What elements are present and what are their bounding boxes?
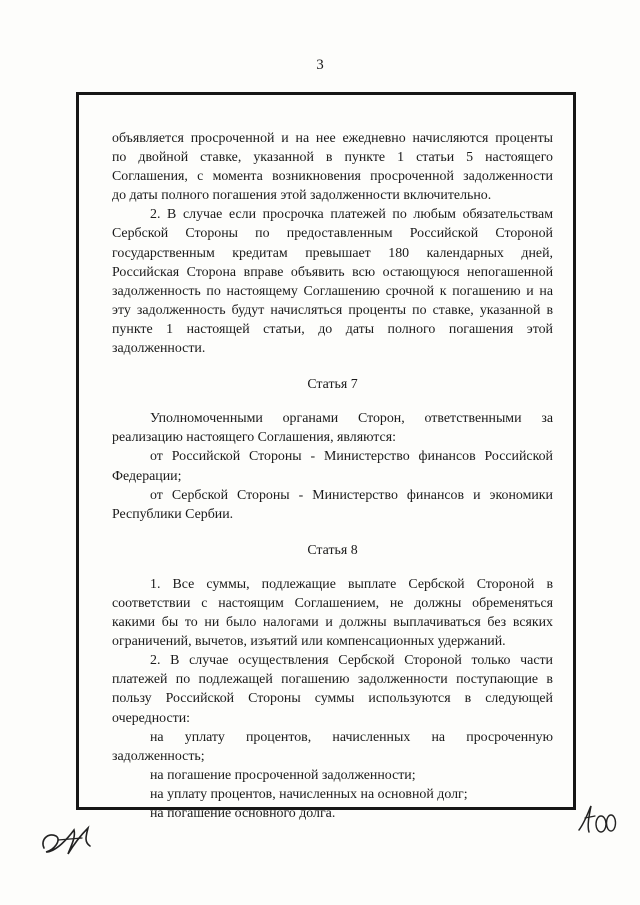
paragraph-line: очередности:	[112, 710, 190, 726]
paragraph-line: Федерации;	[112, 468, 182, 484]
paragraph-line: 1. Все суммы, подлежащие выплате Сербской Стороной в	[150, 576, 553, 592]
paragraph-line: до даты полного погашения этой задолженности включительно.	[112, 188, 492, 204]
paragraph-line: Уполномоченными органами Сторон, ответственными за	[150, 411, 553, 427]
article-7-heading: Статья 7	[307, 377, 358, 393]
article-8-heading: Статья 8	[307, 542, 358, 558]
document-frame	[76, 92, 576, 821]
paragraph-line: ограничений, вычетов, изъятий или компенсационных удержаний.	[112, 634, 506, 650]
paragraph-line: объявляется просроченной и на нее ежедневно начисляются проценты	[112, 131, 553, 146]
paragraph-line: от Сербской Стороны - Министерство финансов и экономики	[150, 487, 553, 503]
list-item: на погашение просроченной задолженности;	[150, 767, 416, 783]
paragraph-line: задолженности.	[112, 341, 206, 357]
paragraph-line: государственным кредитам превышает 180 календарных дней,	[112, 245, 553, 261]
paragraph-line: платежей по подлежащей погашению задолженности поступающие в	[112, 672, 553, 688]
paragraph-line: Республики Сербии.	[112, 506, 234, 522]
initials-signature-right	[575, 800, 619, 840]
paragraph-line: на уплату процентов, начисленных на просроченную	[150, 729, 553, 745]
paragraph-line: Российская Сторона вправе объявить всю остающуюся непогашенной	[112, 264, 553, 280]
paragraph-line: Соглашения, с момента возникновения просроченной задолженности	[112, 169, 553, 185]
paragraph-line: задолженность по настоящему Соглашению срочной к погашению и на	[112, 283, 553, 299]
paragraph-line: эту задолженность будут начисляться проценты по ставке, указанной в	[112, 302, 553, 318]
paragraph-line: пункте 1 настоящей статьи, до даты полного погашения этой	[112, 321, 553, 337]
page-number: 3	[316, 57, 324, 73]
paragraph-line: какими бы то ни было налогами и должны выплачиваться без всяких	[112, 615, 553, 631]
payment-order-list	[112, 766, 553, 823]
paragraph-line: реализацию настоящего Соглашения, являются:	[112, 430, 396, 446]
paragraph-line: от Российской Стороны - Министерство финансов Российской	[150, 449, 553, 465]
paragraph-line: задолженность;	[112, 748, 205, 764]
paragraph-line: 2. В случае осуществления Сербской Стороной только части	[150, 653, 553, 669]
paragraph-line: по двойной ставке, указанной в пункте 1 статьи 5 настоящего	[112, 150, 553, 166]
paragraph-line: Сербской Стороны по предоставленным Российской Стороной	[112, 226, 553, 242]
paragraph-line: пользу Российской Стороны суммы используются в следующей	[112, 691, 553, 707]
initials-signature-left	[38, 818, 96, 858]
list-item: на уплату процентов, начисленных на основной долг;	[150, 786, 468, 802]
paragraph-line: соответствии с настоящим Соглашением, не должны обременяться	[112, 595, 553, 611]
paragraph-line: 2. В случае если просрочка платежей по любым обязательствам	[150, 207, 553, 223]
list-item: на погашение основного долга.	[150, 806, 336, 821]
